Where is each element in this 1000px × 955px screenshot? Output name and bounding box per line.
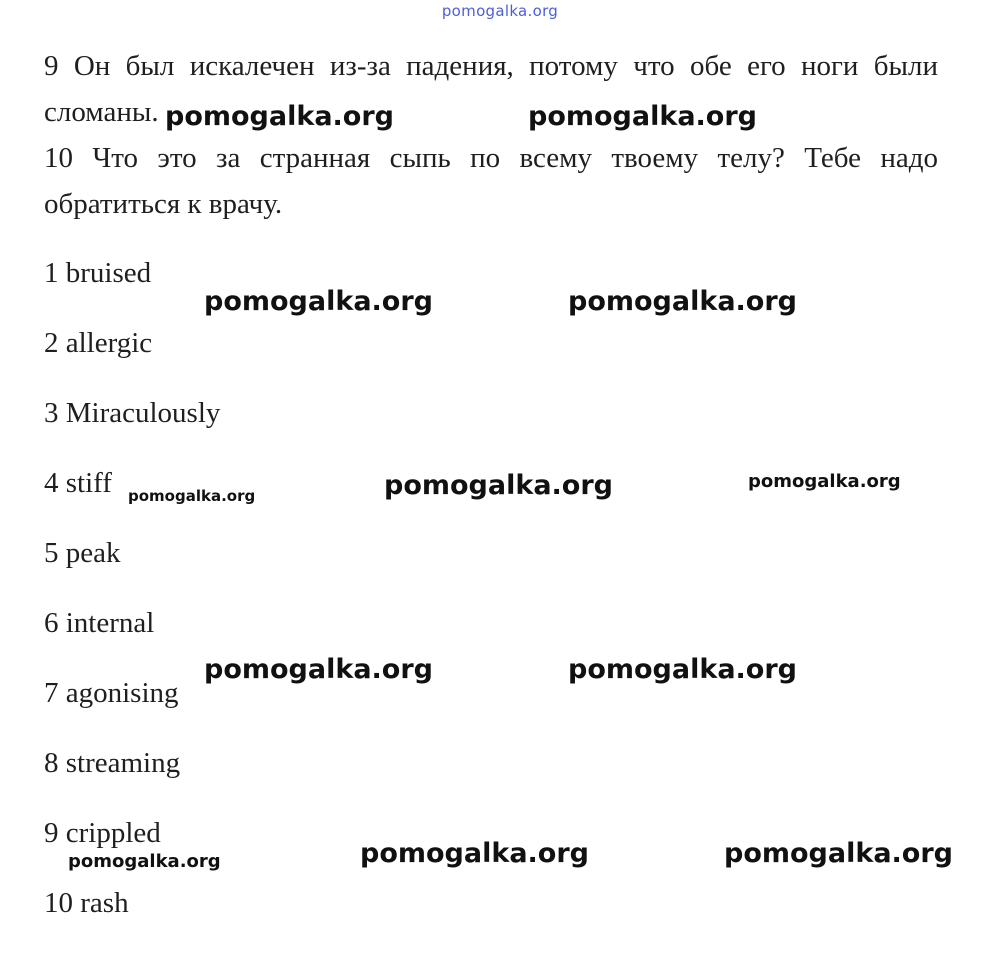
answer-3: 3 Miraculously bbox=[44, 397, 221, 429]
watermark: pomogalka.org bbox=[384, 470, 613, 501]
watermark: pomogalka.org bbox=[568, 654, 797, 685]
answer-7: 7 agonising bbox=[44, 677, 179, 709]
watermark: pomogalka.org bbox=[128, 487, 256, 505]
answer-2: 2 allergic bbox=[44, 327, 153, 359]
watermark: pomogalka.org bbox=[568, 286, 797, 317]
answer-10: 10 rash bbox=[44, 887, 129, 919]
watermark: pomogalka.org bbox=[204, 286, 433, 317]
answer-4: 4 stiff bbox=[44, 467, 112, 499]
watermark: pomogalka.org bbox=[204, 654, 433, 685]
watermark: pomogalka.org bbox=[360, 838, 589, 869]
paragraph-10: 10 Что это за странная сыпь по всему твоему телу? Тебе надо обратиться к врачу. bbox=[44, 142, 938, 220]
answer-6: 6 internal bbox=[44, 607, 155, 639]
watermark: pomogalka.org bbox=[68, 851, 221, 872]
paragraph-9: 9 Он был искалечен из-за падения, потому что обе его ноги были сломаны. bbox=[44, 50, 938, 128]
answer-9: 9 crippled bbox=[44, 817, 161, 849]
site-link[interactable]: pomogalka.org bbox=[441, 2, 559, 20]
watermark: pomogalka.org bbox=[528, 101, 757, 132]
answer-1: 1 bruised bbox=[44, 257, 152, 289]
watermark: pomogalka.org bbox=[165, 101, 394, 132]
answer-5: 5 peak bbox=[44, 537, 121, 569]
watermark: pomogalka.org bbox=[724, 838, 953, 869]
watermark: pomogalka.org bbox=[748, 471, 901, 492]
answer-8: 8 streaming bbox=[44, 747, 181, 779]
